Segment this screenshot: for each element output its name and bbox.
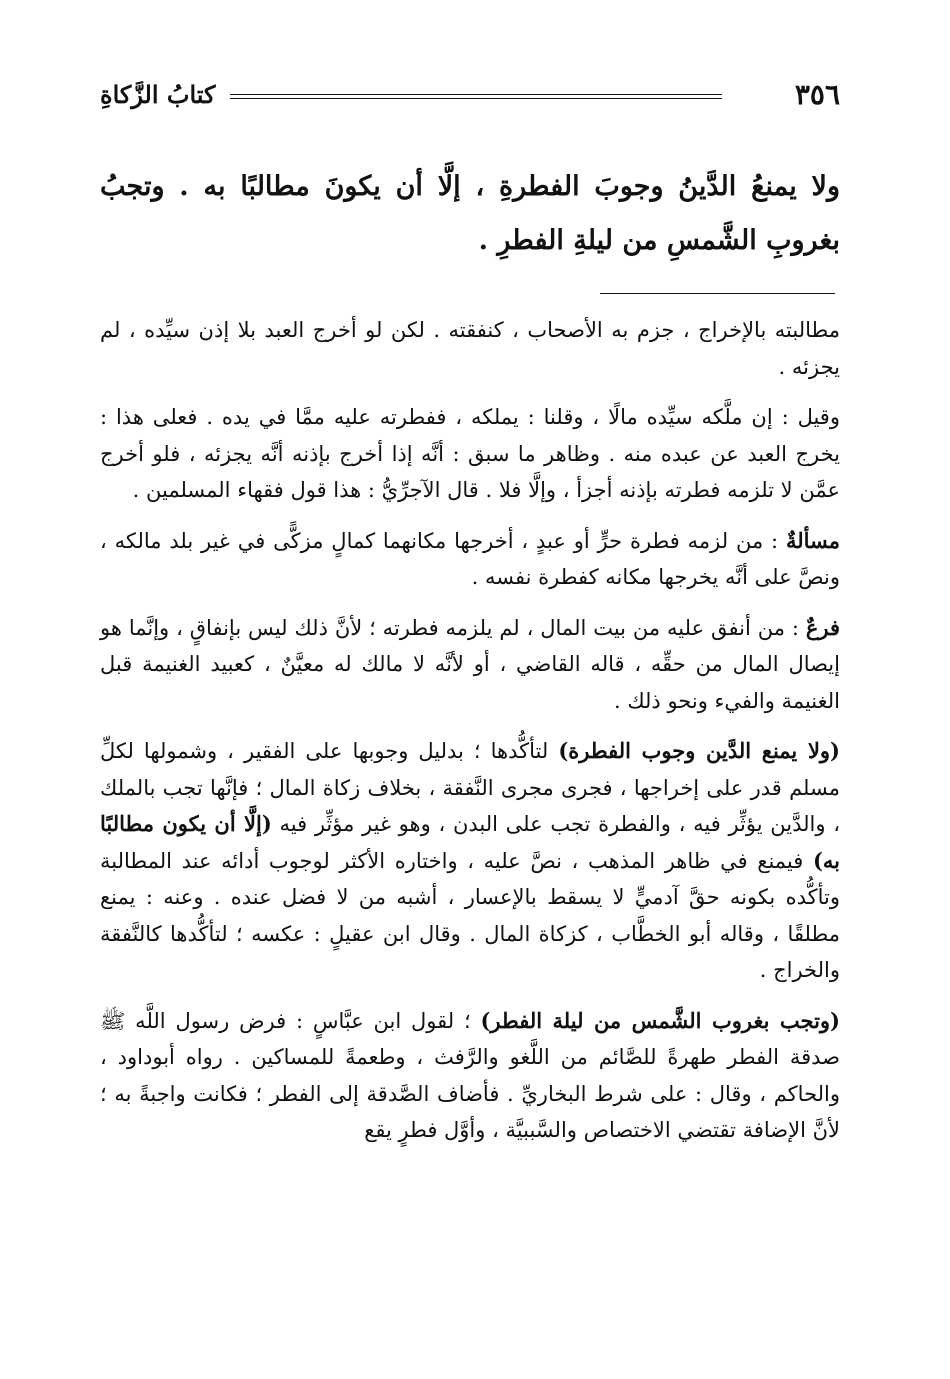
paragraph-text: وقيل : إن ملَّكه سيِّده مالًا ، وقلنا : يملكه ، ففطرته عليه ممَّا في يده . فعلى هذا : يخرج العبد عن عبده منه . وظاهر ما سبق : أنَّه إذا أخرج بإذنه أنَّه يجزئه ، فلو أخرج عمَّن لا تلزمه فطرته بإذنه أجزأ ، وإلَّا فلا . قال الآجرِّيُّ : هذا قول فقهاء المسلمين . [100, 405, 840, 502]
paragraph-text: مطالبته بالإخراج ، جزم به الأصحاب ، كنفقته . لكن لو أخرج العبد بلا إذن سيِّده ، لم يجزئه . [100, 318, 840, 379]
commentary-paragraph [100, 523, 840, 596]
issue-heading: مسألةٌ [785, 527, 840, 553]
page-number: ٣٥٦ [794, 78, 840, 111]
commentary-paragraph [100, 399, 840, 509]
paragraph-text: : من أنفق عليه من بيت المال ، لم يلزمه فطرته ؛ لأنَّ ذلك ليس بإنفاقٍ ، وإنَّما هو إيصال المال من حقِّه ، قاله القاضي ، أو لأنَّه لا مالك له معيَّنٌ ، كعبيد الغنيمة قبل الغنيمة والفيء ونحو ذلك . [100, 615, 840, 713]
quoted-matn: (وتجب بغروب الشَّمس من ليلة الفطر) [480, 1007, 840, 1033]
paragraph-text: لتأكُّدها ؛ بدليل وجوبها على الفقير ، وشمولها لكلِّ مسلم قدر على إخراجها ، فجرى مجرى النَّفقة ، بخلاف زكاة المال ؛ فإنَّها تجب بالملك ، والدَّين يؤثِّر فيه ، والفطرة تجب على البدن ، وهو غير مؤثِّر فيه [100, 739, 840, 836]
branch-heading: فرعٌ [805, 614, 840, 640]
paragraph-text: ؛ لقول ابن عبَّاسٍ : فرض رسول اللَّه ﷺ صدقة الفطر طهرةً للصَّائم من اللَّغو والرَّفث ، وطعمةً للمساكين . رواه أبوداود ، والحاكم ، وقال : على شرط البخاريِّ . فأضاف الصَّدقة إلى الفطر ؛ فكانت واجبةً به ؛ لأنَّ الإضافة تقتضي الاختصاص والسَّببيَّة ، وأوَّل فطرٍ يقع [100, 1008, 840, 1142]
commentary-paragraph [100, 312, 840, 385]
commentary-paragraph [100, 610, 840, 720]
commentary-paragraph [100, 733, 840, 989]
footnote-rule [600, 293, 835, 294]
main-text: ولا يمنعُ الدَّينُ وجوبَ الفطرةِ ، إلَّا أن يكونَ مطالبًا به . وتجبُ بغروبِ الشَّمسِ من ليلةِ الفطرِ . [100, 171, 840, 256]
commentary [100, 312, 840, 1163]
quoted-matn: (إلَّا أن يكون مطالبًا به) [100, 811, 840, 873]
paragraph-text: فيمنع في ظاهر المذهب ، نصَّ عليه ، واختاره الأكثر لوجوب أدائه عند المطالبة وتأكُّده بكونه حقَّ آدميٍّ لا يسقط بالإعسار ، أشبه من لا فضل عنده . وعنه : يمنع مطلقًا ، وقاله أبو الخطَّاب ، كزكاة المال . وقال ابن عقيلٍ : عكسه ؛ لتأكُّدها كالنَّفقة والخراج . [100, 848, 840, 982]
commentary-paragraph [100, 1003, 840, 1149]
header-rule [230, 94, 722, 99]
book-title: كتابُ الزَّكاةِ [100, 80, 216, 109]
page-header [100, 78, 840, 118]
quoted-matn: (ولا يمنع الدَّين وجوب الفطرة) [558, 738, 840, 763]
paragraph-text: : من لزمه فطرة حرٍّ أو عبدٍ ، أخرجها مكانهما كمالٍ مزكًّى في غير بلد مالكه ، ونصَّ على أنَّه يخرجها مكانه كفطرة نفسه . [100, 528, 840, 589]
